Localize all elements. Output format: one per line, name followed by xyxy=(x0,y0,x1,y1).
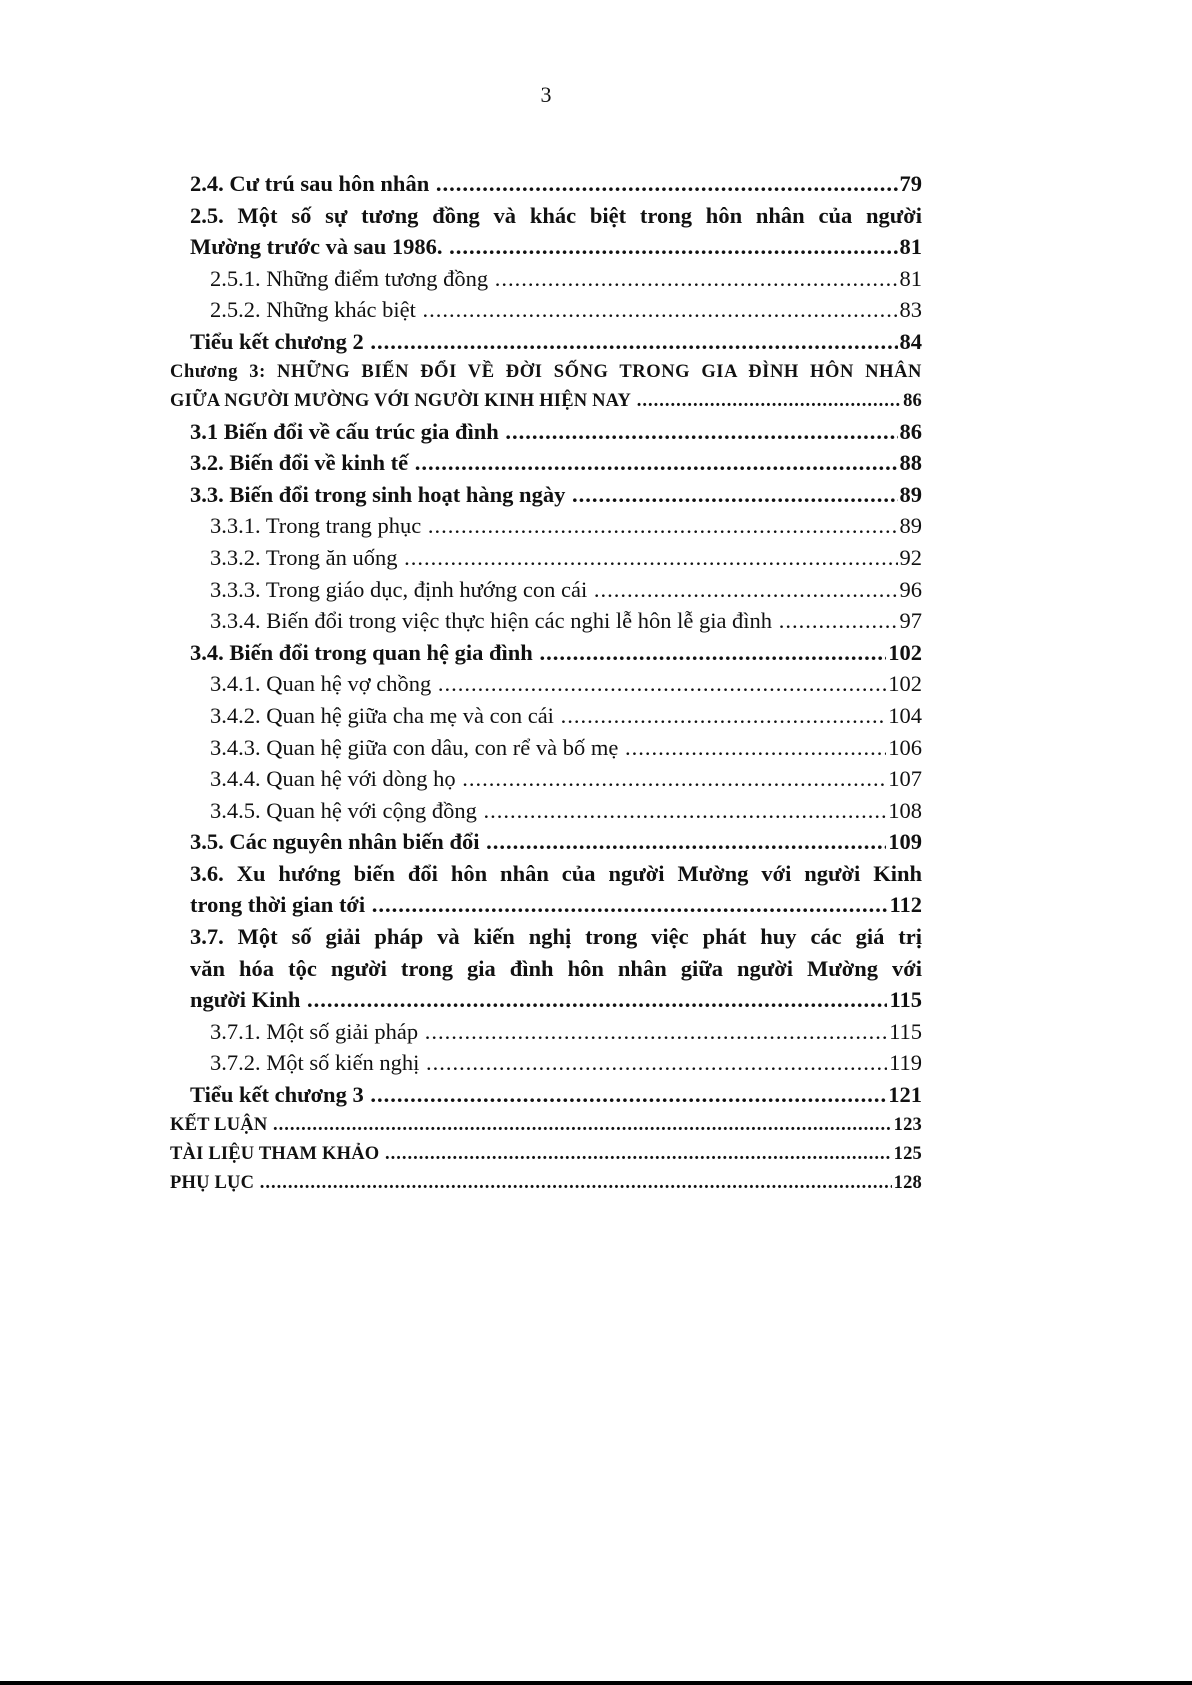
toc-entry-page: 106 xyxy=(888,734,922,760)
toc-entry[interactable] xyxy=(170,574,922,606)
toc-entry-page: 102 xyxy=(888,671,922,697)
toc-entry[interactable] xyxy=(170,605,922,637)
toc-entry-page: 119 xyxy=(889,1050,922,1076)
toc-entry-page: 128 xyxy=(893,1172,922,1193)
toc-entry-page: 123 xyxy=(893,1114,922,1135)
toc-entry[interactable] xyxy=(170,1079,922,1111)
toc-entry[interactable] xyxy=(170,700,922,732)
toc-entry-page: 121 xyxy=(888,1082,922,1108)
toc-chapter-line: Chương 3: NHỮNG BIẾN ĐỔI VỀ ĐỜI SỐNG TRONG GIA ĐÌNH HÔN NHÂN xyxy=(170,361,922,382)
toc-entry-page: 88 xyxy=(899,450,922,476)
toc-entry[interactable] xyxy=(170,1111,922,1140)
toc-entry-page: 81 xyxy=(899,234,922,260)
toc-entry-page: 97 xyxy=(899,608,922,634)
toc-entry-page: 81 xyxy=(899,265,922,291)
toc-entry-line: 3.6. Xu hướng biến đổi hôn nhân của người Mường với người Kinh xyxy=(190,860,922,886)
toc-entry-page: 108 xyxy=(888,797,922,823)
toc-entry-label: 3.4.3. Quan hệ giữa con dâu, con rể và bố mẹ ..... xyxy=(210,732,886,764)
toc-entry-label: Mường trước và sau 1986. ..... xyxy=(190,231,898,263)
toc-entry-label: PHỤ LỤC ..... xyxy=(170,1169,892,1198)
toc-entry-page: 83 xyxy=(899,297,922,323)
toc-entry-page: 109 xyxy=(888,829,922,855)
toc-entry[interactable] xyxy=(170,326,922,358)
toc-entry[interactable] xyxy=(170,889,922,921)
toc-entry[interactable] xyxy=(170,795,922,827)
page-bottom-edge xyxy=(0,1681,1192,1685)
toc-entry-label: TÀI LIỆU THAM KHẢO ..... xyxy=(170,1140,892,1169)
toc-entry-label: 2.5.1. Những điểm tương đồng ..... xyxy=(210,263,898,295)
toc-entry-page: 102 xyxy=(888,639,922,665)
toc-entry-label: KẾT LUẬN ..... xyxy=(170,1111,892,1140)
toc-entry-label: 3.4.1. Quan hệ vợ chồng ..... xyxy=(210,668,886,700)
toc-entry-page: 86 xyxy=(903,390,922,411)
toc-entry-page: 104 xyxy=(888,702,922,728)
toc-entry-label: 3.3.1. Trong trang phục ..... xyxy=(210,510,898,542)
toc-entry[interactable] xyxy=(170,387,922,416)
toc-entry-page: 115 xyxy=(889,987,922,1013)
toc-entry[interactable] xyxy=(170,1016,922,1048)
toc-entry-page: 115 xyxy=(889,1018,922,1044)
toc-entry-label: người Kinh ..... xyxy=(190,984,887,1016)
toc-entry[interactable] xyxy=(170,168,922,200)
toc-entry-page: 86 xyxy=(899,418,922,444)
toc-entry-page: 89 xyxy=(899,513,922,539)
page-number: 3 xyxy=(540,82,552,107)
toc-entry-label: 3.4. Biến đổi trong quan hệ gia đình ..... xyxy=(190,637,886,669)
toc-entry-label: 3.3.4. Biến đổi trong việc thực hiện các nghi lễ hôn lễ gia đình ..... xyxy=(210,605,898,637)
toc-entry-page: 125 xyxy=(893,1143,922,1164)
toc-entry[interactable] xyxy=(170,231,922,263)
toc-entry-label: 3.4.5. Quan hệ với cộng đồng ..... xyxy=(210,795,886,827)
toc-entry[interactable] xyxy=(170,763,922,795)
toc-entry[interactable] xyxy=(170,732,922,764)
toc-entry-label: 3.1 Biến đổi về cấu trúc gia đình ..... xyxy=(190,416,898,448)
toc-entry-label: 3.7.1. Một số giải pháp ..... xyxy=(210,1016,887,1048)
toc-entry-page: 112 xyxy=(889,892,922,918)
toc-entry[interactable] xyxy=(170,1169,922,1198)
toc-entry-page: 96 xyxy=(899,576,922,602)
toc-entry-page: 84 xyxy=(899,328,922,354)
toc-entry[interactable] xyxy=(170,294,922,326)
toc-entry[interactable] xyxy=(170,510,922,542)
toc-entry-label: Tiểu kết chương 2 ..... xyxy=(190,326,898,358)
toc-entry[interactable] xyxy=(170,668,922,700)
toc-entry-label: 3.4.2. Quan hệ giữa cha mẹ và con cái ..... xyxy=(210,700,886,732)
toc-entry-line: 3.7. Một số giải pháp và kiến nghị trong việc phát huy các giá trị xyxy=(190,924,922,950)
toc-entry-line: 2.5. Một số sự tương đồng và khác biệt trong hôn nhân của người xyxy=(190,202,922,228)
toc-entry[interactable] xyxy=(170,416,922,448)
toc-entry-label: 3.3. Biến đổi trong sinh hoạt hàng ngày ..... xyxy=(190,479,898,511)
toc-entry[interactable] xyxy=(170,1140,922,1169)
toc-entry-label: 3.7.2. Một số kiến nghị ..... xyxy=(210,1047,887,1079)
toc-entry[interactable] xyxy=(170,984,922,1016)
toc-entry[interactable] xyxy=(170,479,922,511)
toc-entry[interactable] xyxy=(170,1047,922,1079)
toc-entry-line: văn hóa tộc người trong gia đình hôn nhân giữa người Mường với xyxy=(190,955,922,981)
toc-entry-label: 3.3.2. Trong ăn uống ..... xyxy=(210,542,898,574)
toc-entry[interactable] xyxy=(170,542,922,574)
toc-entry-label: 3.5. Các nguyên nhân biến đổi ..... xyxy=(190,826,886,858)
toc-entry-label: 2.4. Cư trú sau hôn nhân ..... xyxy=(190,168,898,200)
toc-entry-page: 89 xyxy=(899,481,922,507)
toc-entry-label: 3.2. Biến đổi về kinh tế ..... xyxy=(190,447,898,479)
toc-entry[interactable] xyxy=(170,637,922,669)
toc-entry-label: GIỮA NGƯỜI MƯỜNG VỚI NGƯỜI KINH HIỆN NAY ..... xyxy=(170,387,901,416)
toc-entry[interactable] xyxy=(170,263,922,295)
table-of-contents xyxy=(170,168,922,1198)
toc-entry-page: 79 xyxy=(899,171,922,196)
toc-entry-label: 2.5.2. Những khác biệt ..... xyxy=(210,294,898,326)
toc-entry-label: Tiểu kết chương 3 ..... xyxy=(190,1079,886,1111)
toc-entry-label: trong thời gian tới ..... xyxy=(190,889,887,921)
toc-entry-label: 3.4.4. Quan hệ với dòng họ ..... xyxy=(210,763,886,795)
toc-entry[interactable] xyxy=(170,447,922,479)
toc-entry-page: 107 xyxy=(888,766,922,792)
toc-entry[interactable] xyxy=(170,826,922,858)
toc-entry-page: 92 xyxy=(899,544,922,570)
toc-entry-label: 3.3.3. Trong giáo dục, định hướng con cái ..... xyxy=(210,574,898,606)
